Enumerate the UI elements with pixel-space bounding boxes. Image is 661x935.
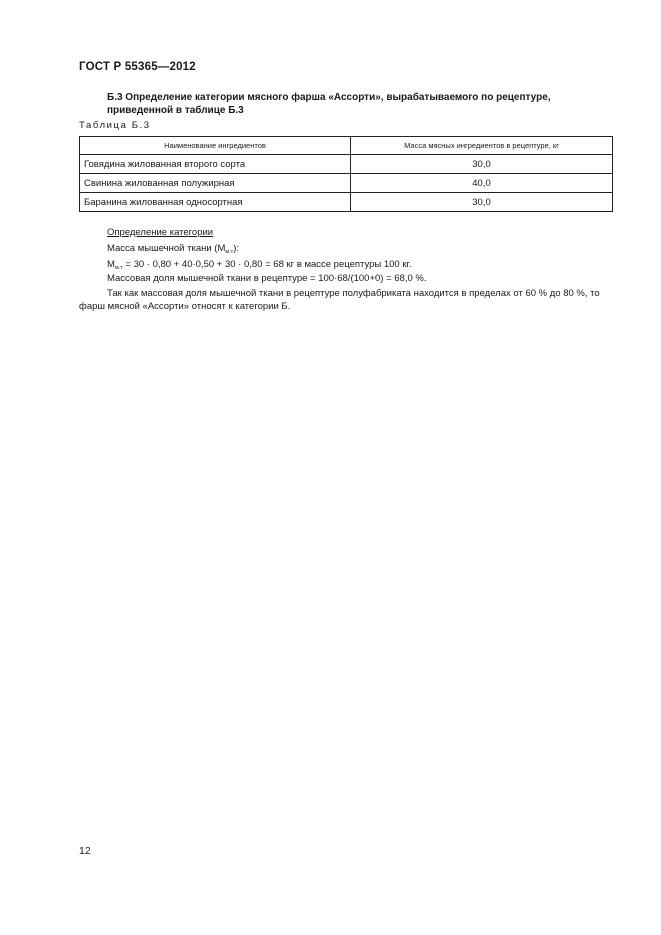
table-row [80,193,613,212]
muscle-share-formula: Массовая доля мышечной ткани в рецептуре = 100·68/(100+0) = 68,0 %. [107,273,427,284]
table-row [80,174,613,193]
ingredient-mass: 40,0 [351,174,613,193]
ingredient-name: Баранина жилованная односортная [80,193,351,212]
formula-subscript: м.т [114,265,123,271]
ingredient-name: Говядина жилованная второго сорта [80,155,351,174]
muscle-mass-subscript: м.т [225,249,234,255]
category-heading: Определение категории [107,227,214,238]
section-title: Б.3 Определение категории мясного фарша «Ассорти», вырабатываемого по рецептуре, приведенной в таблице Б.3 [107,92,551,116]
muscle-mass-label-prefix: Масса мышечной ткани (М [107,243,226,254]
ingredient-mass: 30,0 [351,155,613,174]
page-number: 12 [79,845,91,857]
formula-text: = 30 · 0,80 + 40·0,50 + 30 · 0,80 = 68 кг в массе рецептуры 100 кг. [122,259,412,270]
muscle-mass-label [107,242,239,259]
muscle-mass-label-suffix: ): [233,243,240,254]
column-header-mass: Масса мясных ингредиентов в рецептуре, кг [351,137,613,155]
ingredient-mass: 30,0 [351,193,613,212]
table-row [80,155,613,174]
conclusion-paragraph: Так как массовая доля мышечной ткани в рецептуре полуфабриката находится в пределах от 60 % до 80 %, то фарш мясной «Ассорти» относят к категории Б. [79,288,600,312]
formula-symbol: М [107,259,115,270]
table-header-row [80,137,613,155]
ingredients-table [79,136,613,212]
ingredient-name: Свинина жилованная полужирная [80,174,351,193]
column-header-name: Наименование ингредиентов [80,137,351,155]
table-caption: Таблица Б.3 [79,120,151,131]
document-code: ГОСТ Р 55365—2012 [79,61,196,73]
